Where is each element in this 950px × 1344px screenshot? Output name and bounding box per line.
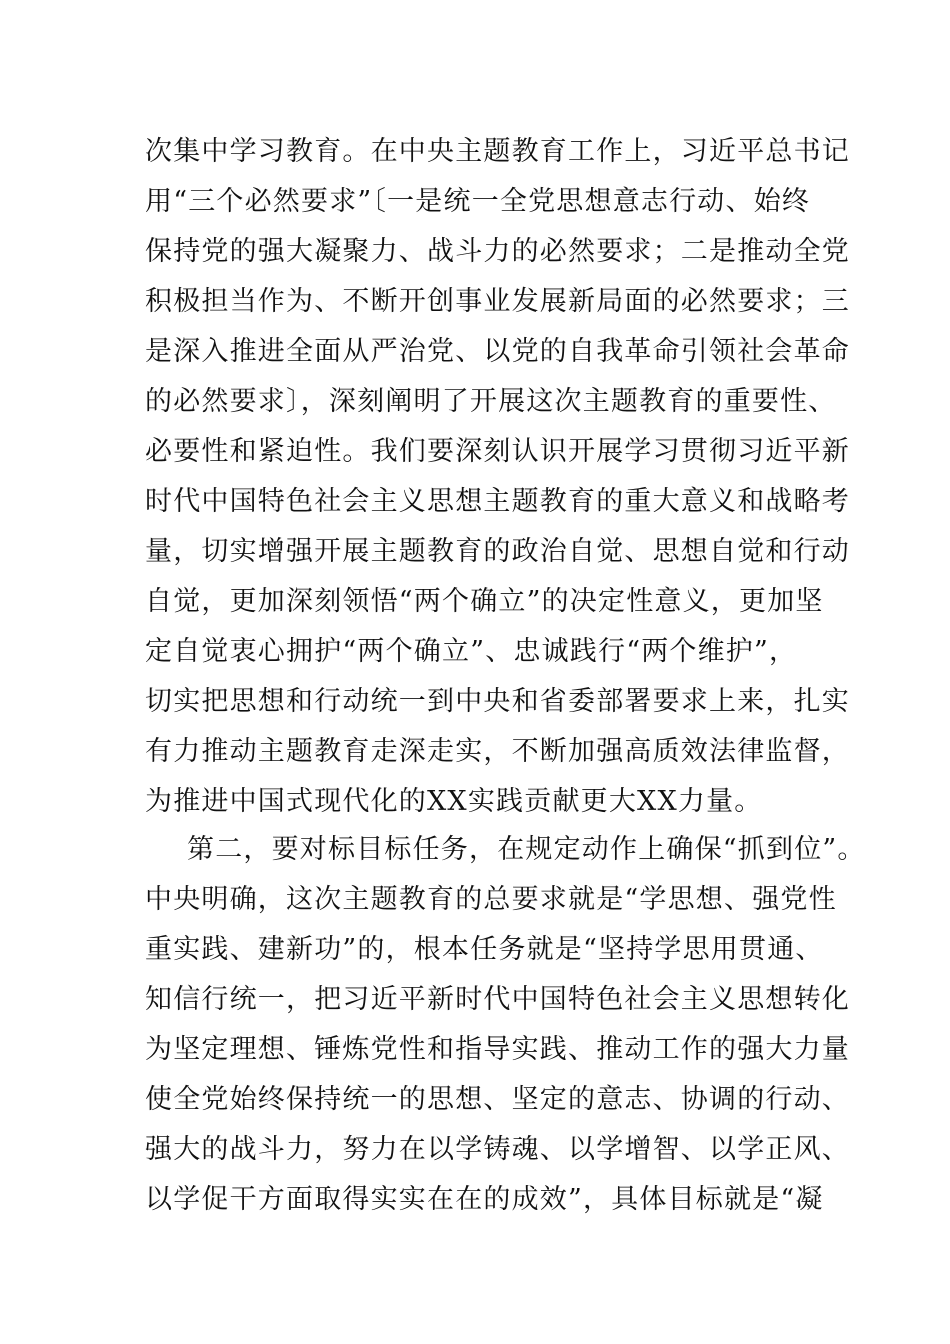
- text-line: 有力推动主题教育走深走实，不断加强高质效法律监督，: [145, 736, 850, 767]
- text-line: 量，切实增强开展主题教育的政治自觉、思想自觉和行动: [145, 536, 850, 567]
- text-line: 积极担当作为、不断开创事业发展新局面的必然要求；三: [145, 286, 850, 317]
- text-line: 时代中国特色社会主义思想主题教育的重大意义和战略考: [145, 486, 850, 517]
- text-line: 是深入推进全面从严治党、以党的自我革命引领社会革命: [145, 336, 850, 367]
- text-line: 以学促干方面取得实实在在的成效”，具体目标就是“凝: [145, 1184, 824, 1215]
- text-line: 自觉，更加深刻领悟“两个确立”的决定性意义，更加坚: [145, 586, 824, 617]
- text-line: 用“三个必然要求”〔一是统一全党思想意志行动、始终: [145, 186, 811, 217]
- text-line: 知信行统一，把习近平新时代中国特色社会主义思想转化: [145, 984, 850, 1015]
- text-line: 必要性和紧迫性。我们要深刻认识开展学习贯彻习近平新: [145, 436, 850, 467]
- text-line: 切实把思想和行动统一到中央和省委部署要求上来，扎实: [145, 686, 850, 717]
- text-line: 强大的战斗力，努力在以学铸魂、以学增智、以学正风、: [145, 1134, 850, 1165]
- text-line: 使全党始终保持统一的思想、坚定的意志、协调的行动、: [145, 1084, 850, 1115]
- text-line: 为坚定理想、锤炼党性和指导实践、推动工作的强大力量: [145, 1034, 850, 1065]
- paragraph-first-line: 第二，要对标目标任务，在规定动作上确保“抓到位”。: [187, 834, 866, 865]
- text-line: 重实践、建新功”的，根本任务就是“坚持学思用贯通、: [145, 934, 824, 965]
- text-line: 的必然要求〕，深刻阐明了开展这次主题教育的重要性、: [145, 386, 837, 417]
- text-line: 定自觉衷心拥护“两个确立”、忠诚践行“两个维护”，: [145, 636, 798, 667]
- text-line: 次集中学习教育。在中央主题教育工作上，习近平总书记: [145, 136, 850, 167]
- text-line: 为推进中国式现代化的XX实践贡献更大XX力量。: [145, 786, 763, 817]
- text-line: 保持党的强大凝聚力、战斗力的必然要求；二是推动全党: [145, 236, 850, 267]
- text-line: 中央明确，这次主题教育的总要求就是“学思想、强党性: [145, 884, 837, 915]
